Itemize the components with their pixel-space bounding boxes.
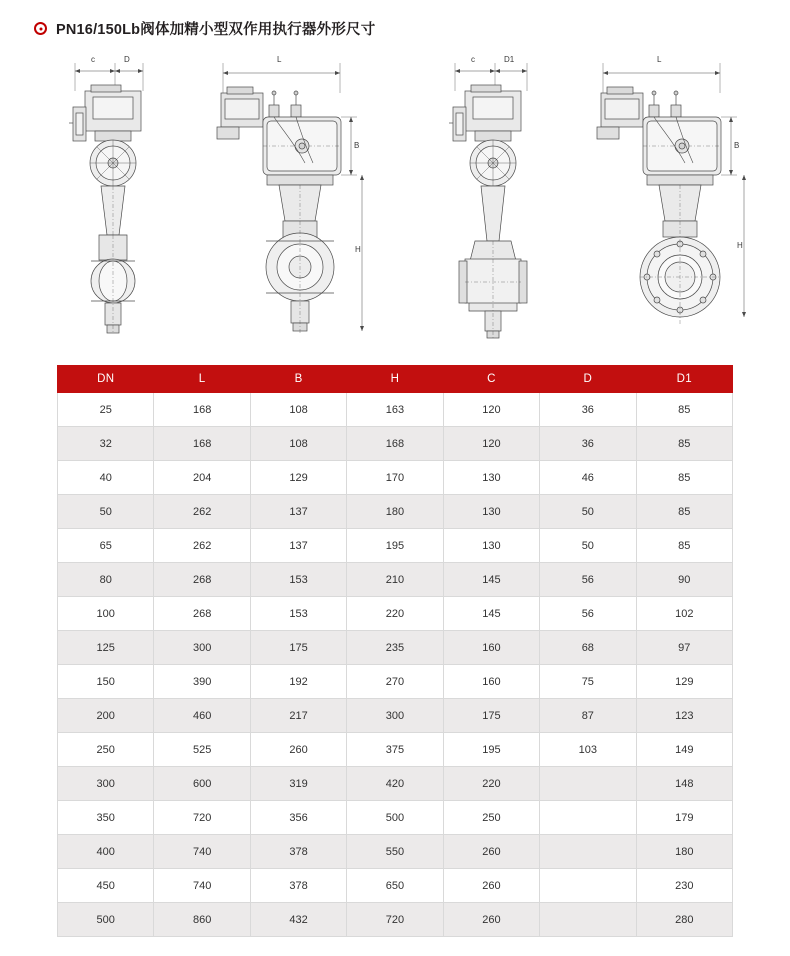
table-row xyxy=(58,597,733,631)
cell-d1: 102 xyxy=(636,597,732,631)
cell-b: 153 xyxy=(250,563,346,597)
table-row xyxy=(58,869,733,903)
cell-d: 46 xyxy=(540,461,636,495)
cell-dn: 100 xyxy=(58,597,154,631)
cell-dn: 200 xyxy=(58,699,154,733)
cell-h: 270 xyxy=(347,665,443,699)
table-row xyxy=(58,393,733,427)
cell-d1: 280 xyxy=(636,903,732,937)
cell-h: 300 xyxy=(347,699,443,733)
dim-label-b: B xyxy=(734,141,740,150)
cell-dn: 50 xyxy=(58,495,154,529)
cell-c: 145 xyxy=(443,563,539,597)
cell-d1: 129 xyxy=(636,665,732,699)
cell-d: 36 xyxy=(540,393,636,427)
cell-d: 56 xyxy=(540,597,636,631)
cell-l: 860 xyxy=(154,903,250,937)
cell-b: 260 xyxy=(250,733,346,767)
front-view-wafer-valve xyxy=(55,45,205,355)
cell-d1: 180 xyxy=(636,835,732,869)
cell-d xyxy=(540,767,636,801)
cell-d xyxy=(540,903,636,937)
cell-dn: 300 xyxy=(58,767,154,801)
cell-c: 220 xyxy=(443,767,539,801)
table-header-h: H xyxy=(347,366,443,393)
dim-label-d: D xyxy=(124,55,130,64)
side-view-flanged-valve xyxy=(585,45,750,355)
cell-dn: 350 xyxy=(58,801,154,835)
table-row xyxy=(58,495,733,529)
table-row xyxy=(58,767,733,801)
cell-d1: 97 xyxy=(636,631,732,665)
cell-c: 175 xyxy=(443,699,539,733)
cell-b: 432 xyxy=(250,903,346,937)
cell-l: 460 xyxy=(154,699,250,733)
cell-b: 378 xyxy=(250,835,346,869)
cell-b: 129 xyxy=(250,461,346,495)
cell-h: 195 xyxy=(347,529,443,563)
cell-dn: 250 xyxy=(58,733,154,767)
dim-label-d1: D1 xyxy=(504,55,515,64)
cell-b: 108 xyxy=(250,427,346,461)
cell-l: 600 xyxy=(154,767,250,801)
cell-d1: 148 xyxy=(636,767,732,801)
cell-d: 87 xyxy=(540,699,636,733)
cell-dn: 32 xyxy=(58,427,154,461)
cell-d xyxy=(540,869,636,903)
cell-l: 720 xyxy=(154,801,250,835)
cell-d1: 179 xyxy=(636,801,732,835)
table-row xyxy=(58,835,733,869)
page-title: PN16/150Lb阀体加精小型双作用执行器外形尺寸 xyxy=(56,22,376,38)
cell-d xyxy=(540,801,636,835)
cell-l: 168 xyxy=(154,427,250,461)
cell-c: 145 xyxy=(443,597,539,631)
table-header-l: L xyxy=(154,366,250,393)
dim-label-b: B xyxy=(354,141,360,150)
dimension-table-wrapper xyxy=(57,365,733,937)
cell-d1: 85 xyxy=(636,529,732,563)
cell-b: 192 xyxy=(250,665,346,699)
table-header-c: C xyxy=(443,366,539,393)
cell-h: 163 xyxy=(347,393,443,427)
dim-label-l: L xyxy=(277,55,282,64)
cell-c: 260 xyxy=(443,869,539,903)
cell-h: 210 xyxy=(347,563,443,597)
table-row xyxy=(58,903,733,937)
table-row xyxy=(58,801,733,835)
cell-d1: 149 xyxy=(636,733,732,767)
dim-label-h: H xyxy=(737,241,743,250)
cell-dn: 80 xyxy=(58,563,154,597)
cell-b: 217 xyxy=(250,699,346,733)
cell-l: 168 xyxy=(154,393,250,427)
cell-h: 170 xyxy=(347,461,443,495)
cell-c: 160 xyxy=(443,665,539,699)
cell-l: 740 xyxy=(154,869,250,903)
dim-label-c: c xyxy=(91,55,95,64)
dimension-table xyxy=(57,365,733,937)
table-row xyxy=(58,699,733,733)
cell-d: 50 xyxy=(540,495,636,529)
cell-l: 740 xyxy=(154,835,250,869)
table-header-dn: DN xyxy=(58,366,154,393)
cell-dn: 500 xyxy=(58,903,154,937)
cell-b: 108 xyxy=(250,393,346,427)
table-row xyxy=(58,665,733,699)
cell-b: 153 xyxy=(250,597,346,631)
cell-b: 137 xyxy=(250,529,346,563)
cell-h: 180 xyxy=(347,495,443,529)
cell-c: 195 xyxy=(443,733,539,767)
cell-c: 160 xyxy=(443,631,539,665)
cell-l: 204 xyxy=(154,461,250,495)
cell-d1: 230 xyxy=(636,869,732,903)
cell-h: 550 xyxy=(347,835,443,869)
cell-d: 56 xyxy=(540,563,636,597)
cell-d1: 85 xyxy=(636,495,732,529)
cell-b: 378 xyxy=(250,869,346,903)
dim-label-l: L xyxy=(657,55,662,64)
cell-dn: 25 xyxy=(58,393,154,427)
cell-l: 390 xyxy=(154,665,250,699)
cell-d xyxy=(540,835,636,869)
cell-h: 168 xyxy=(347,427,443,461)
table-header-row xyxy=(58,366,733,393)
cell-c: 260 xyxy=(443,835,539,869)
table-row xyxy=(58,461,733,495)
cell-l: 262 xyxy=(154,529,250,563)
dim-label-h: H xyxy=(355,245,361,254)
cell-c: 120 xyxy=(443,393,539,427)
cell-d: 68 xyxy=(540,631,636,665)
page-header xyxy=(0,0,790,39)
cell-h: 650 xyxy=(347,869,443,903)
cell-b: 137 xyxy=(250,495,346,529)
table-row xyxy=(58,733,733,767)
cell-h: 375 xyxy=(347,733,443,767)
cell-l: 268 xyxy=(154,563,250,597)
dim-label-c: c xyxy=(471,55,475,64)
cell-l: 268 xyxy=(154,597,250,631)
front-view-flanged-valve xyxy=(435,45,585,355)
cell-l: 525 xyxy=(154,733,250,767)
cell-c: 130 xyxy=(443,461,539,495)
cell-dn: 400 xyxy=(58,835,154,869)
table-header-b: B xyxy=(250,366,346,393)
cell-c: 130 xyxy=(443,495,539,529)
cell-c: 250 xyxy=(443,801,539,835)
table-row xyxy=(58,631,733,665)
cell-l: 300 xyxy=(154,631,250,665)
cell-d: 103 xyxy=(540,733,636,767)
cell-h: 720 xyxy=(347,903,443,937)
cell-b: 175 xyxy=(250,631,346,665)
cell-d1: 123 xyxy=(636,699,732,733)
cell-dn: 150 xyxy=(58,665,154,699)
cell-d1: 85 xyxy=(636,427,732,461)
side-view-wafer-valve xyxy=(205,45,365,355)
table-row xyxy=(58,427,733,461)
cell-d: 75 xyxy=(540,665,636,699)
table-header-d: D xyxy=(540,366,636,393)
cell-h: 420 xyxy=(347,767,443,801)
table-row xyxy=(58,563,733,597)
cell-h: 235 xyxy=(347,631,443,665)
cell-dn: 450 xyxy=(58,869,154,903)
bullet-circle-icon xyxy=(34,22,47,35)
cell-d1: 90 xyxy=(636,563,732,597)
drawings-area xyxy=(0,45,790,355)
cell-d1: 85 xyxy=(636,393,732,427)
cell-h: 500 xyxy=(347,801,443,835)
cell-b: 319 xyxy=(250,767,346,801)
cell-l: 262 xyxy=(154,495,250,529)
cell-c: 130 xyxy=(443,529,539,563)
table-row xyxy=(58,529,733,563)
cell-d: 36 xyxy=(540,427,636,461)
cell-dn: 125 xyxy=(58,631,154,665)
table-header-d1: D1 xyxy=(636,366,732,393)
cell-h: 220 xyxy=(347,597,443,631)
cell-c: 120 xyxy=(443,427,539,461)
cell-dn: 40 xyxy=(58,461,154,495)
cell-dn: 65 xyxy=(58,529,154,563)
cell-b: 356 xyxy=(250,801,346,835)
cell-d: 50 xyxy=(540,529,636,563)
cell-d1: 85 xyxy=(636,461,732,495)
cell-c: 260 xyxy=(443,903,539,937)
